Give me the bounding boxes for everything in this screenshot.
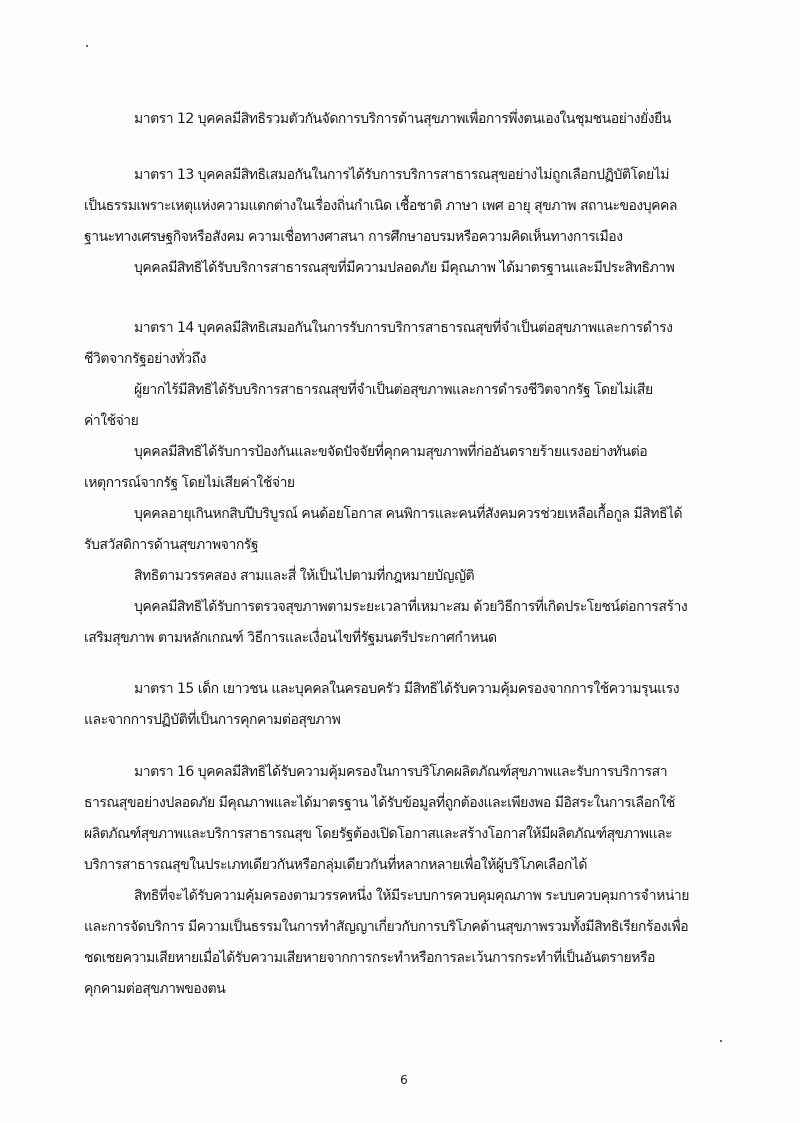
paragraph-line: และการจัดบริการ มีความเป็นธรรมในการทำสัญญาเกี่ยวกับการบริโภคด้านสุขภาพรวมทั้งมีสิทธิเรียกร้องเพื่อ [84,919,689,935]
paragraph-first-line: ผู้ยากไร้มีสิทธิได้รับบริการสาธารณสุขที่จำเป็นต่อสุขภาพและการดำรงชีวิตจากรัฐ โดยไม่เสีย [134,382,653,398]
paragraph-first-line: มาตรา 14 บุคคลมีสิทธิเสมอกันในการรับการบริการสาธารณสุขที่จำเป็นต่อสุขภาพและการดำรง [134,320,673,336]
paragraph-first-line: บุคคลมีสิทธิได้รับบริการสาธารณสุขที่มีความปลอดภัย มีคุณภาพ ได้มาตรฐานและมีประสิทธิภาพ [134,260,675,276]
paragraph-first-line: บุคคลอายุเกินหกสิบปีบริบูรณ์ คนด้อยโอกาส คนพิการและคนที่สังคมควรช่วยเหลือเกื้อกูล มีสิทธิได้ [134,506,683,522]
paragraph-line: ชดเชยความเสียหายเมื่อได้รับความเสียหายจากการกระทำหรือการละเว้นการกระทำที่เป็นอันตรายหรือ [84,950,655,966]
paragraph-line: รับสวัสดิการด้านสุขภาพจากรัฐ [84,537,259,553]
paragraph-first-line: บุคคลมีสิทธิได้รับการป้องกันและขจัดปัจจัยที่คุกคามสุขภาพที่ก่ออันตรายร้ายแรงอย่างทันต่อ [134,444,648,460]
page-number: 6 [400,1073,408,1087]
paragraph-line: ธารณสุขอย่างปลอดภัย มีคุณภาพและได้มาตรฐาน ได้รับข้อมูลที่ถูกต้องและเพียงพอ มีอิสระในการเลือกใช้ [84,795,675,811]
scan-speck [720,1040,722,1042]
section-article-16 [84,757,724,1005]
paragraph-line: เป็นธรรมเพราะเหตุแห่งความแตกต่างในเรื่องถิ่นกำเนิด เชื้อชาติ ภาษา เพศ อายุ สุขภาพ สถานะของบุคคล [84,198,677,214]
paragraph-line: คุกคามต่อสุขภาพของตน [84,981,226,997]
paragraph-first-line: มาตรา 16 บุคคลมีสิทธิได้รับความคุ้มครองในการบริโภคผลิตภัณฑ์สุขภาพและรับการบริการสา [134,764,668,780]
section-article-13 [84,160,724,284]
paragraph-first-line: มาตรา 12 บุคคลมีสิทธิรวมตัวกันจัดการบริการด้านสุขภาพเพื่อการพึ่งตนเองในชุมชนอย่างยั่งยืน [134,111,671,127]
section-article-15 [84,674,724,736]
paragraph-line: บริการสาธารณสุขในประเภทเดียวกันหรือกลุ่มเดียวกันที่หลากหลายเพื่อให้ผู้บริโภคเลือกได้ [84,857,588,873]
paragraph-first-line: บุคคลมีสิทธิได้รับการตรวจสุขภาพตามระยะเวลาที่เหมาะสม ด้วยวิธีการที่เกิดประโยชน์ต่อการสร้าง [134,599,688,615]
paragraph-first-line: สิทธิตามวรรคสอง สามและสี่ ให้เป็นไปตามที่กฎหมายบัญญัติ [134,568,475,584]
paragraph-first-line: สิทธิที่จะได้รับความคุ้มครองตามวรรคหนึ่ง ให้มีระบบการควบคุมคุณภาพ ระบบควบคุมการจำหน่าย [134,888,689,904]
paragraph-first-line: มาตรา 15 เด็ก เยาวชน และบุคคลในครอบครัว มีสิทธิได้รับความคุ้มครองจากการใช้ความรุนแรง [134,681,680,697]
section-article-12 [84,104,724,135]
paragraph-line: เสริมสุขภาพ ตามหลักเกณฑ์ วิธีการและเงื่อนไขที่รัฐมนตรีประกาศกำหนด [84,630,497,646]
paragraph-line: และจากการปฏิบัติที่เป็นการคุกคามต่อสุขภาพ [84,712,341,728]
paragraph-line: ชีวิตจากรัฐอย่างทั่วถึง [84,351,206,367]
scan-speck [86,45,88,47]
paragraph-line: ค่าใช้จ่าย [84,413,139,429]
paragraph-line: ผลิตภัณฑ์สุขภาพและบริการสาธารณสุข โดยรัฐต้องเปิดโอกาสและสร้างโอกาสให้มีผลิตภัณฑ์สุขภาพและ [84,826,673,842]
paragraph-line: ฐานะทางเศรษฐกิจหรือสังคม ความเชื่อทางศาสนา การศึกษาอบรมหรือความคิดเห็นทางการเมือง [84,229,623,245]
paragraph-first-line: มาตรา 13 บุคคลมีสิทธิเสมอกันในการได้รับการบริการสาธารณสุขอย่างไม่ถูกเลือกปฏิบัติโดยไม่ [134,167,670,183]
paragraph-line: เหตุการณ์จากรัฐ โดยไม่เสียค่าใช้จ่าย [84,475,295,491]
section-article-14 [84,313,724,654]
